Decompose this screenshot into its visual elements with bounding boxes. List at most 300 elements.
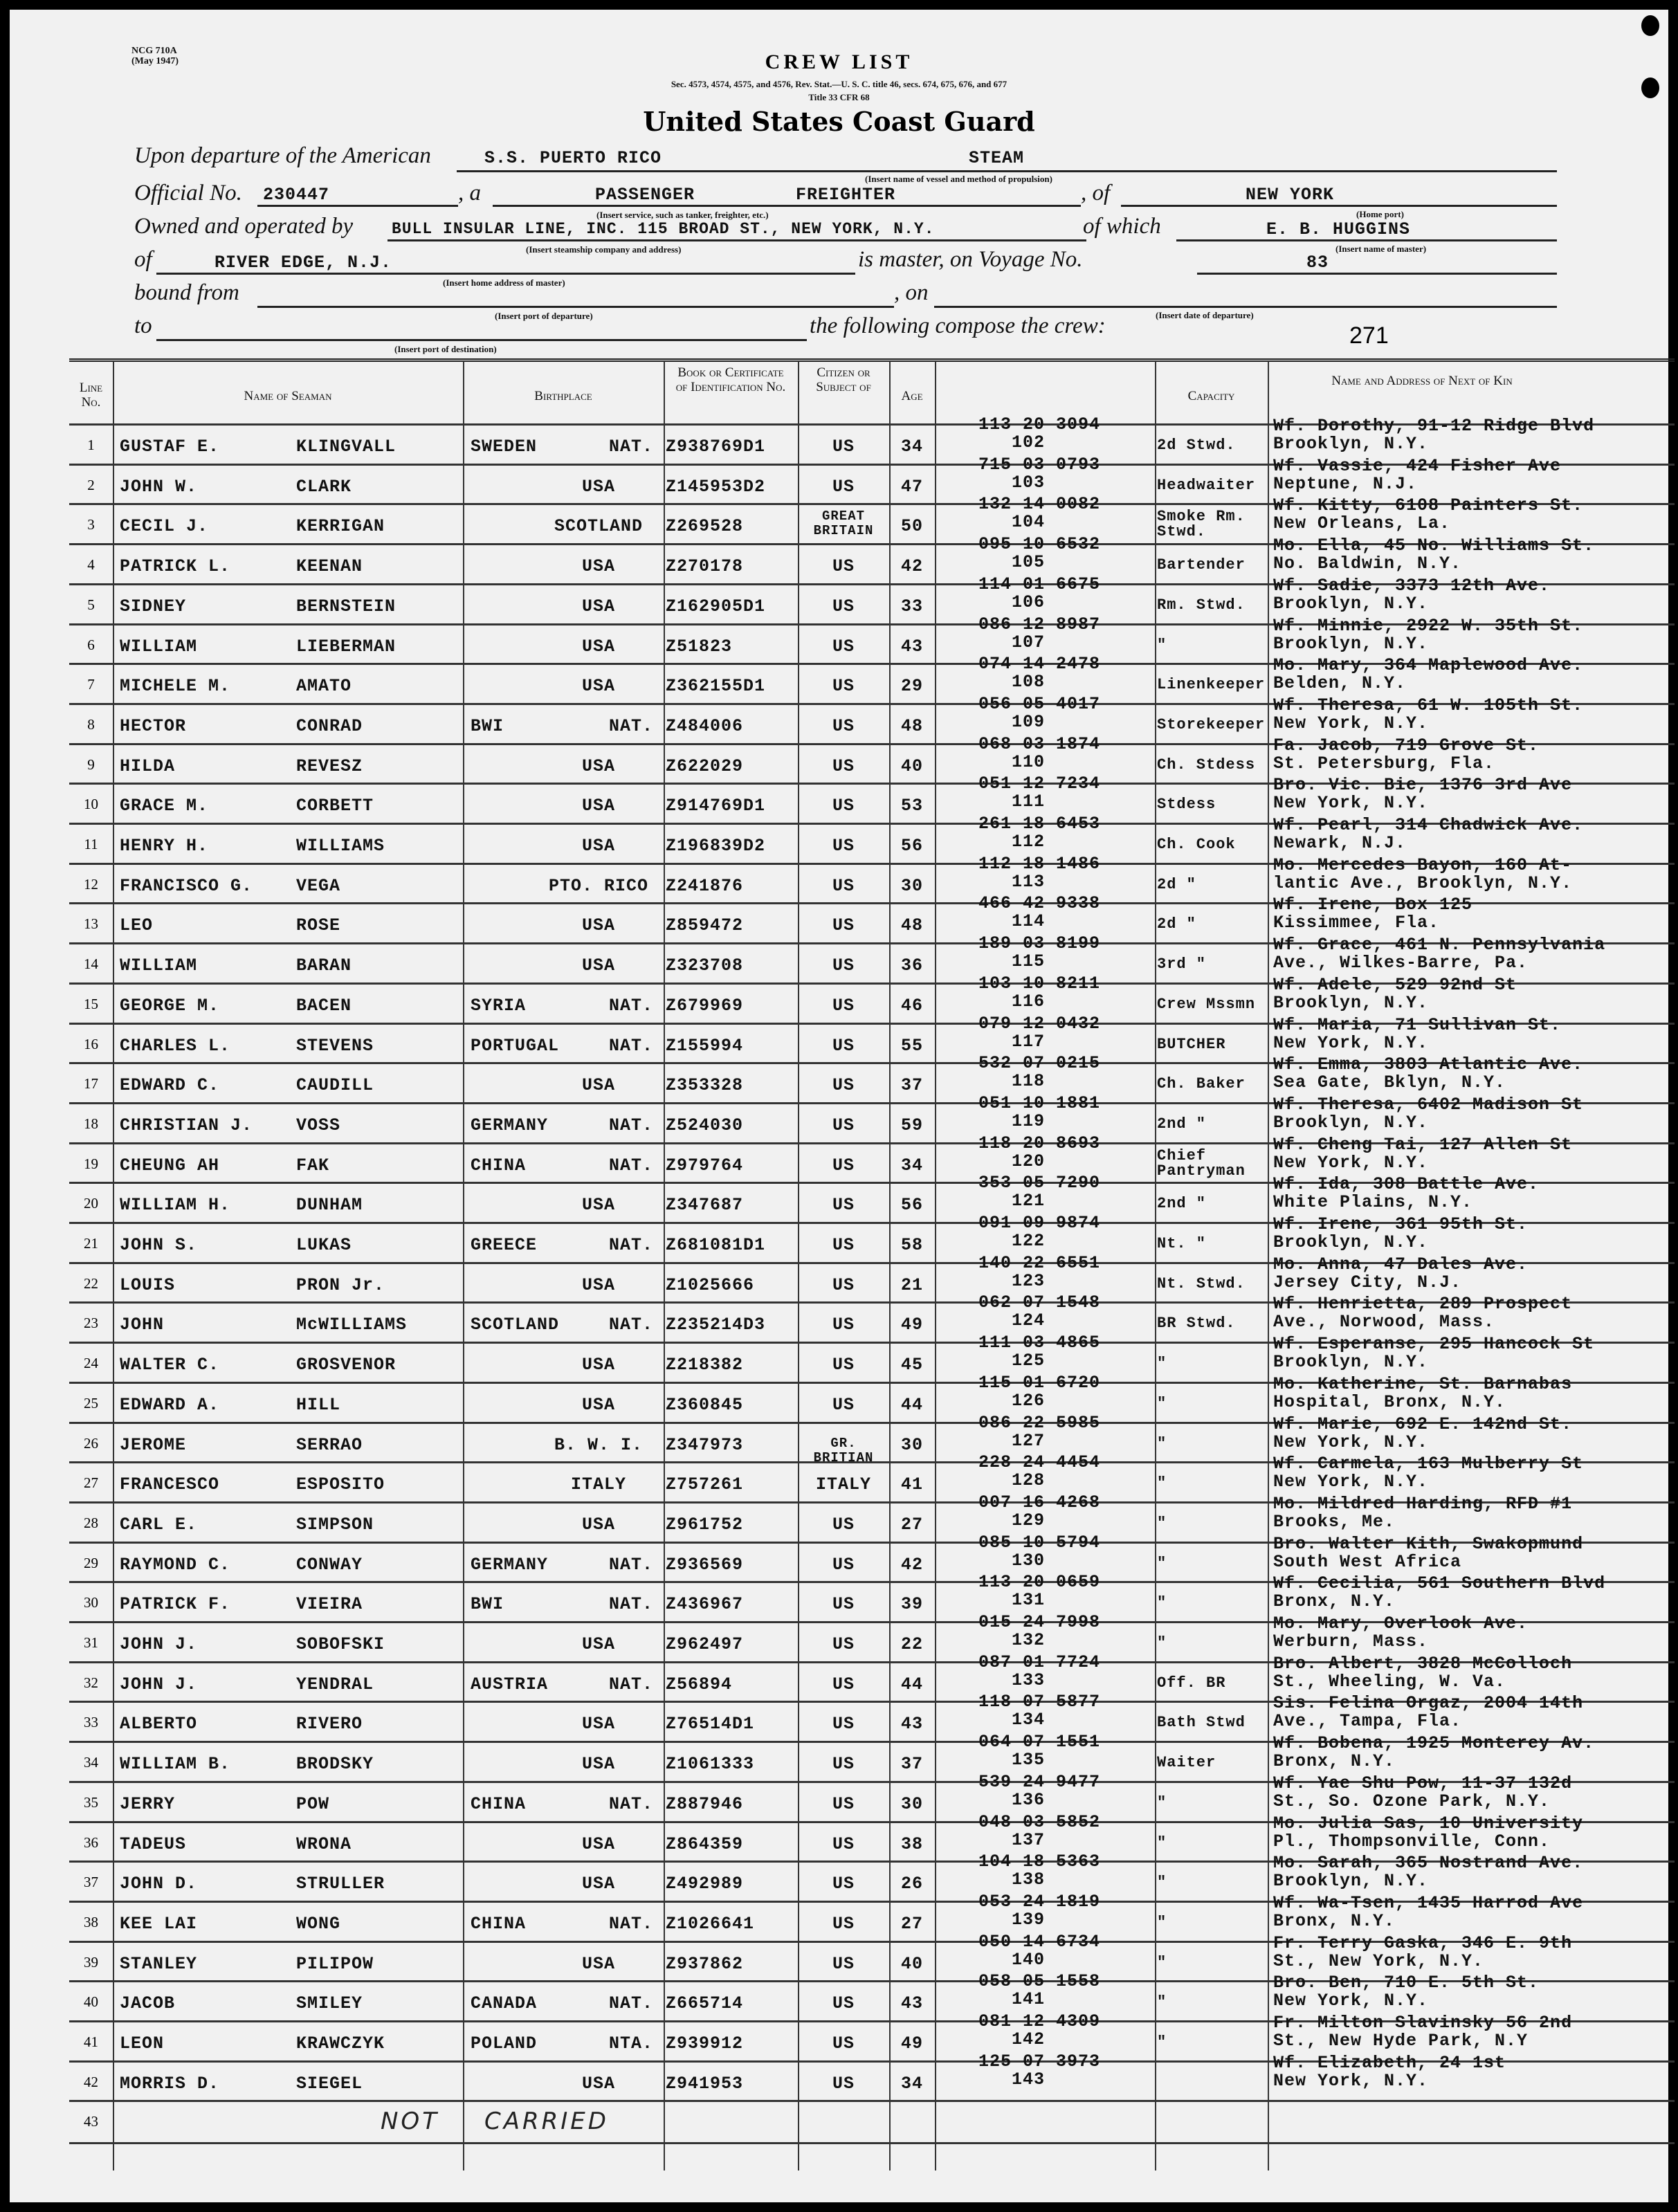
age: 56 [900,836,923,856]
handwritten-note: CARRIED [484,2108,609,2136]
next-of-kin-address: Brooklyn, N.Y. [1273,593,1429,614]
age: 39 [900,1594,923,1615]
seaman-first-name: LEO [120,915,154,936]
date-departure-field [934,306,1557,308]
certificate-no: Z887946 [666,1793,744,1814]
age: 34 [900,437,923,457]
seaman-first-name: STANLEY [120,1953,198,1974]
sequence-number: 138 [1012,1870,1046,1890]
hint-master-address: (Insert home address of master) [443,277,565,288]
seaman-first-name: LOUIS [120,1274,176,1295]
hint-vessel: (Insert name of vessel and method of propulsion) [865,174,1052,184]
sequence-number: 115 [1012,951,1046,972]
sequence-number: 137 [1012,1829,1046,1850]
sequence-number: 122 [1012,1231,1046,1251]
punch-hole [1641,15,1659,36]
age: 48 [900,915,923,936]
certificate-no: Z347687 [666,1195,744,1216]
naturalized: NAT. [609,995,654,1016]
citizenship: US [832,1953,855,1974]
citizenship: US [832,796,855,816]
sequence-number: 126 [1012,1390,1046,1411]
age: 41 [900,1474,923,1495]
naturalized: NAT. [609,1674,654,1694]
reference-number: 113 20 0659 [978,1572,1101,1593]
line-number: 1 [87,437,95,453]
seaman-last-name: SMILEY [296,1993,363,2014]
birthplace: USA [581,676,615,697]
citizenship: US [832,556,855,577]
seaman-last-name: HILL [296,1394,341,1415]
age: 48 [900,715,923,736]
birthplace: GERMANY [471,1554,549,1575]
citizenship: US [832,1714,855,1735]
citizenship: US [832,956,855,976]
sequence-number: 107 [1012,632,1046,652]
voyage-no: 83 [1306,253,1329,273]
seaman-first-name: TADEUS [120,1834,187,1854]
capacity: " [1157,1953,1167,1971]
reference-number: 112 18 1486 [978,853,1101,874]
capacity: Nt. " [1157,1235,1207,1252]
line-number: 18 [84,1115,98,1132]
sequence-number: 120 [1012,1151,1046,1171]
master-field [1176,239,1557,241]
sequence-number: 123 [1012,1270,1046,1291]
next-of-kin-address: St., New York, N.Y. [1273,1950,1484,1971]
line-number: 2 [87,476,95,493]
line-number: 41 [84,2033,98,2050]
age: 59 [900,1115,923,1135]
hint-date-departure: (Insert date of departure) [1156,310,1254,320]
birthplace: USA [581,1874,615,1894]
reference-number: 051 10 1881 [978,1093,1101,1113]
next-of-kin-name: Bro. Vic. Bie, 1376 3rd Ave [1273,775,1573,796]
reference-number: 115 01 6720 [978,1372,1101,1393]
seaman-last-name: STEVENS [296,1035,374,1056]
label-bound-from: bound from [134,280,239,305]
citizenship: US [832,1554,855,1575]
certificate-no: Z939912 [666,2033,744,2054]
reference-number: 091 09 9874 [978,1213,1101,1233]
citizenship: US [832,1155,855,1176]
reference-number: 715 03 0793 [978,454,1101,475]
line-number: 4 [87,556,95,574]
age: 55 [900,1035,923,1056]
seaman-first-name: JEROME [120,1434,187,1455]
seaman-first-name: HILDA [120,756,176,776]
reference-number: 261 18 6453 [978,814,1101,834]
seaman-first-name: MICHELE M. [120,676,231,697]
sequence-number: 134 [1012,1710,1046,1730]
form-title: CREW LIST [765,51,913,73]
vessel-name: S.S. PUERTO RICO [484,148,662,168]
next-of-kin-address: White Plains, N.Y. [1273,1192,1473,1213]
birthplace: USA [581,1195,615,1216]
reference-number: 228 24 4454 [978,1452,1101,1473]
next-of-kin-name: Mo. Julia Sas, 10 University [1273,1813,1584,1834]
statute-reference: Sec. 4573, 4574, 4575, and 4576, Rev. Stat.—U. S. C. title 46, secs. 674, 675, 676, and 677 [671,79,1007,89]
next-of-kin-address: lantic Ave., Brooklyn, N.Y. [1273,872,1573,893]
next-of-kin-address: Jersey City, N.J. [1273,1272,1462,1292]
reference-number: 113 20 3094 [978,414,1101,435]
birthplace: USA [581,596,615,616]
capacity: Waiter [1157,1754,1216,1772]
birthplace: USA [581,476,615,497]
citizenship: US [832,596,855,616]
seaman-first-name: JOHN J. [120,1634,198,1654]
citizenship: US [832,1195,855,1216]
certificate-no: Z622029 [666,756,744,776]
capacity: Chief Pantryman [1157,1146,1246,1180]
seaman-first-name: HECTOR [120,715,187,736]
sequence-number: 140 [1012,1949,1046,1970]
reference-number: 086 22 5985 [978,1412,1101,1433]
reference-number: 118 07 5877 [978,1692,1101,1712]
seaman-first-name: GUSTAF E. [120,437,220,457]
next-of-kin-name: Wf. Minnie, 2922 W. 35th St. [1273,615,1584,636]
certificate-no: Z347973 [666,1434,744,1455]
age: 27 [900,1514,923,1535]
seaman-last-name: BACEN [296,995,352,1016]
next-of-kin-name: Wf. Carmela, 163 Mulberry St [1273,1454,1584,1474]
port-destination-field [156,339,807,341]
age: 30 [900,875,923,896]
birthplace: USA [581,1714,615,1735]
sequence-number: 104 [1012,512,1046,533]
seaman-first-name: WILLIAM B. [120,1754,231,1775]
age: 49 [900,2033,923,2054]
hint-home-port: (Home port) [1356,209,1404,219]
reference-number: 068 03 1874 [978,733,1101,754]
certificate-no: Z492989 [666,1874,744,1894]
line-number: 29 [84,1554,98,1571]
next-of-kin-address: Brooks, Me. [1273,1511,1396,1532]
citizenship: US [832,1913,855,1934]
master-address-field [156,273,855,275]
seaman-last-name: BARAN [296,956,352,976]
seaman-first-name: RAYMOND C. [120,1554,231,1575]
naturalized: NAT. [609,437,654,457]
line-number: 11 [84,836,98,852]
birthplace: B. W. I. [554,1434,644,1455]
table-row [69,2051,1675,2103]
birthplace: USA [581,915,615,936]
next-of-kin-address: Bronx, N.Y. [1273,1751,1396,1772]
citizenship: GREAT BRITAIN [813,509,874,539]
label-official-no: Official No. [134,181,242,205]
seaman-first-name: WILLIAM [120,636,198,657]
age: 56 [900,1195,923,1216]
reference-number: 095 10 6532 [978,534,1101,555]
seaman-last-name: KEENAN [296,556,363,577]
certificate-no: Z859472 [666,915,744,936]
citizenship: US [832,715,855,736]
birthplace: SYRIA [471,995,527,1016]
birthplace: USA [581,1634,615,1654]
next-of-kin-address: St., Wheeling, W. Va. [1273,1671,1506,1692]
next-of-kin-address: Brooklyn, N.Y. [1273,633,1429,654]
line-number: 39 [84,1953,98,1971]
propulsion: STEAM [969,148,1025,168]
seaman-last-name: RIVERO [296,1714,363,1735]
certificate-no: Z1061333 [666,1754,755,1775]
age: 58 [900,1235,923,1255]
certificate-no: Z937862 [666,1953,744,1974]
col-next-of-kin: Name and Address of Next of Kin [1331,374,1513,388]
reference-number: 118 20 8693 [978,1133,1101,1153]
next-of-kin-name: Wf. Marie, 692 E. 142nd St. [1273,1414,1573,1434]
birthplace: USA [581,956,615,976]
line-number: 5 [87,596,95,613]
naturalized: NAT. [609,1554,654,1575]
certificate-no: Z235214D3 [666,1315,766,1335]
seaman-first-name: CECIL J. [120,516,209,537]
table-row [69,2100,1675,2144]
certificate-no: Z269528 [666,516,744,537]
port-departure-field [257,306,894,308]
next-of-kin-address: New York, N.Y. [1273,1432,1429,1452]
next-of-kin-name: Bro. Ben, 710 E. 5th St. [1273,1973,1540,1993]
certificate-no: Z1026641 [666,1913,755,1934]
next-of-kin-name: Wf. Kitty, 6108 Painters St. [1273,495,1584,516]
sequence-number: 108 [1012,672,1046,693]
line-number: 8 [87,715,95,733]
hint-company: (Insert steamship company and address) [526,244,682,255]
birthplace: SWEDEN [471,437,538,457]
birthplace: USA [581,756,615,776]
home-port-field [1121,205,1557,207]
company-field [387,239,1086,241]
seaman-last-name: DUNHAM [296,1195,363,1216]
seaman-last-name: CONWAY [296,1554,363,1575]
citizenship: US [832,2073,855,2094]
capacity: " [1157,2033,1167,2051]
age: 38 [900,1834,923,1854]
capacity: " [1157,1474,1167,1492]
birthplace: USA [581,636,615,657]
citizenship: GR. BRITIAN [813,1435,874,1465]
sequence-number: 109 [1012,711,1046,732]
certificate-no: Z979764 [666,1155,744,1176]
next-of-kin-name: Wf. Irene, Box 125 [1273,895,1473,915]
seaman-last-name: ROSE [296,915,341,936]
reference-number: 079 12 0432 [978,1013,1101,1034]
next-of-kin-address: Pl., Thompsonville, Conn. [1273,1831,1551,1852]
line-number: 22 [84,1274,98,1292]
next-of-kin-address: No. Baldwin, N.Y. [1273,554,1462,574]
citizenship: US [832,1355,855,1375]
seaman-last-name: VOSS [296,1115,341,1135]
capacity: " [1157,1913,1167,1931]
cfr-reference: Title 33 CFR 68 [808,92,870,102]
line-number: 37 [84,1874,98,1891]
birthplace: AUSTRIA [471,1674,549,1694]
seaman-first-name: GEORGE M. [120,995,220,1016]
birthplace: USA [581,2073,615,2094]
capacity: Stdess [1157,796,1216,814]
naturalized: NAT. [609,1155,654,1176]
line-number: 26 [84,1434,98,1452]
sequence-number: 121 [1012,1191,1046,1212]
sequence-number: 135 [1012,1750,1046,1771]
certificate-no: Z962497 [666,1634,744,1654]
next-of-kin-name: Bro. Walter Kith, Swakopmund [1273,1533,1584,1554]
seaman-last-name: POW [296,1793,330,1814]
citizenship: US [832,1634,855,1654]
citizenship: US [832,1115,855,1135]
next-of-kin-name: Mo. Ella, 45 No. Williams St. [1273,536,1595,556]
reference-number: 539 24 9477 [978,1771,1101,1792]
agency-name: United States Coast Guard [643,106,1035,137]
reference-number: 015 24 7998 [978,1612,1101,1632]
reference-number: 532 07 0215 [978,1053,1101,1074]
label-of2: of [134,247,152,272]
capacity: Headwaiter [1157,476,1256,494]
line-number: 12 [84,875,98,893]
birthplace: CHINA [471,1155,527,1176]
next-of-kin-address: Werburn, Mass. [1273,1631,1429,1652]
next-of-kin-name: Wf. Bobena, 1925 Monterey Av. [1273,1733,1595,1754]
birthplace: USA [581,556,615,577]
seaman-first-name: JERRY [120,1793,176,1814]
next-of-kin-address: Brooklyn, N.Y. [1273,1871,1429,1892]
seaman-first-name: JACOB [120,1993,176,2014]
seaman-last-name: LUKAS [296,1235,352,1255]
reference-number: 466 42 9338 [978,893,1101,914]
seaman-first-name: FRANCISCO G. [120,875,253,896]
seaman-last-name: KERRIGAN [296,516,385,537]
sequence-number: 143 [1012,2069,1046,2090]
sequence-number: 124 [1012,1310,1046,1331]
age: 34 [900,1155,923,1176]
next-of-kin-address: New York, N.Y. [1273,1032,1429,1053]
seaman-last-name: CONRAD [296,715,363,736]
line-number: 25 [84,1394,98,1411]
capacity: " [1157,1554,1167,1572]
service: PASSENGER [595,185,695,205]
sequence-number: 141 [1012,1989,1046,2010]
certificate-no: Z56894 [666,1674,733,1694]
reference-number: 056 05 4017 [978,693,1101,714]
line-number: 23 [84,1315,98,1332]
reference-number: 111 03 4865 [978,1333,1101,1353]
reference-number: 053 24 1819 [978,1891,1101,1912]
line-number: 42 [84,2073,98,2090]
birthplace: USA [581,1754,615,1775]
next-of-kin-name: Wf. Dorothy, 91-12 Ridge Blvd [1273,416,1595,436]
seaman-last-name: CLARK [296,476,352,497]
col-capacity: Capacity [1187,389,1235,403]
seaman-last-name: SERRAO [296,1434,363,1455]
seaman-first-name: JOHN W. [120,476,198,497]
citizenship: US [832,1315,855,1335]
sequence-number: 133 [1012,1670,1046,1690]
seaman-first-name: SIDNEY [120,596,187,616]
line-number: 9 [87,756,95,773]
capacity: " [1157,1634,1167,1652]
line-number: 19 [84,1155,98,1172]
birthplace: BWI [471,1594,504,1615]
citizenship: US [832,836,855,856]
capacity: " [1157,636,1167,654]
next-of-kin-name: Mo. Katherine, St. Barnabas [1273,1373,1573,1394]
col-name: Name of Seaman [244,389,332,403]
citizenship: US [832,1874,855,1894]
citizenship: US [832,676,855,697]
next-of-kin-address: Ave., Tampa, Fla. [1273,1711,1462,1732]
home-port: NEW YORK [1246,185,1335,205]
seaman-first-name: KEE LAI [120,1913,198,1934]
seaman-first-name: GRACE M. [120,796,209,816]
birthplace: CHINA [471,1793,527,1814]
hint-master-name: (Insert name of master) [1335,244,1427,254]
seaman-last-name: CAUDILL [296,1075,374,1096]
age: 26 [900,1874,923,1894]
naturalized: NAT. [609,1793,654,1814]
line-number: 34 [84,1754,98,1771]
seaman-last-name: SOBOFSKI [296,1634,385,1654]
next-of-kin-address: Hospital, Bronx, N.Y. [1273,1391,1506,1412]
certificate-no: Z1025666 [666,1274,755,1295]
birthplace: CHINA [471,1913,527,1934]
col-age: Age [901,389,923,403]
line-number: 33 [84,1714,98,1731]
annotation-number: 271 [1349,322,1389,349]
seaman-last-name: GROSVENOR [296,1355,396,1375]
seaman-last-name: BRODSKY [296,1754,374,1775]
certificate-no: Z76514D1 [666,1714,755,1735]
vessel-field [457,170,1557,172]
citizenship: US [832,915,855,936]
line-number: 16 [84,1035,98,1052]
next-of-kin-name: Wf. Irene, 361 95th St. [1273,1214,1529,1234]
sequence-number: 132 [1012,1630,1046,1650]
naturalized: NAT. [609,1315,654,1335]
capacity: Nt. Stwd. [1157,1274,1246,1292]
next-of-kin-name: Wf. Sadie, 3373 12th Ave. [1273,575,1551,596]
sequence-number: 125 [1012,1351,1046,1371]
next-of-kin-name: Wf. Grace, 461 N. Pennsylvania [1273,935,1606,956]
line-number: 6 [87,636,95,653]
official-no: 230447 [263,185,330,205]
next-of-kin-address: Belden, N.Y. [1273,673,1407,694]
handwritten-note: NOT [381,2108,439,2136]
certificate-no: Z524030 [666,1115,744,1135]
next-of-kin-address: Brooklyn, N.Y. [1273,1352,1429,1373]
capacity: Storekeeper [1157,715,1266,733]
next-of-kin-name: Wf. Esperanse, 295 Hancock St [1273,1334,1595,1355]
service-field [493,205,1081,207]
label-of: , of [1081,181,1111,205]
next-of-kin-name: Fr. Terry Gaska, 346 E. 9th [1273,1932,1573,1953]
reference-number: 132 14 0082 [978,494,1101,515]
line-number: 13 [84,915,98,933]
naturalized: NAT. [609,1913,654,1934]
seaman-last-name: LIEBERMAN [296,636,396,657]
line-number: 35 [84,1793,98,1811]
capacity: Smoke Rm. Stwd. [1157,508,1246,541]
seaman-first-name: WALTER C. [120,1355,220,1375]
certificate-no: Z323708 [666,956,744,976]
next-of-kin-name: Mo. Mary, 364 Maplewood Ave. [1273,655,1584,676]
age: 40 [900,756,923,776]
age: 33 [900,596,923,616]
seaman-last-name: STRULLER [296,1874,385,1894]
next-of-kin-address: St., So. Ozone Park, N.Y. [1273,1791,1551,1811]
capacity: " [1157,1434,1167,1452]
seaman-last-name: McWILLIAMS [296,1315,408,1335]
